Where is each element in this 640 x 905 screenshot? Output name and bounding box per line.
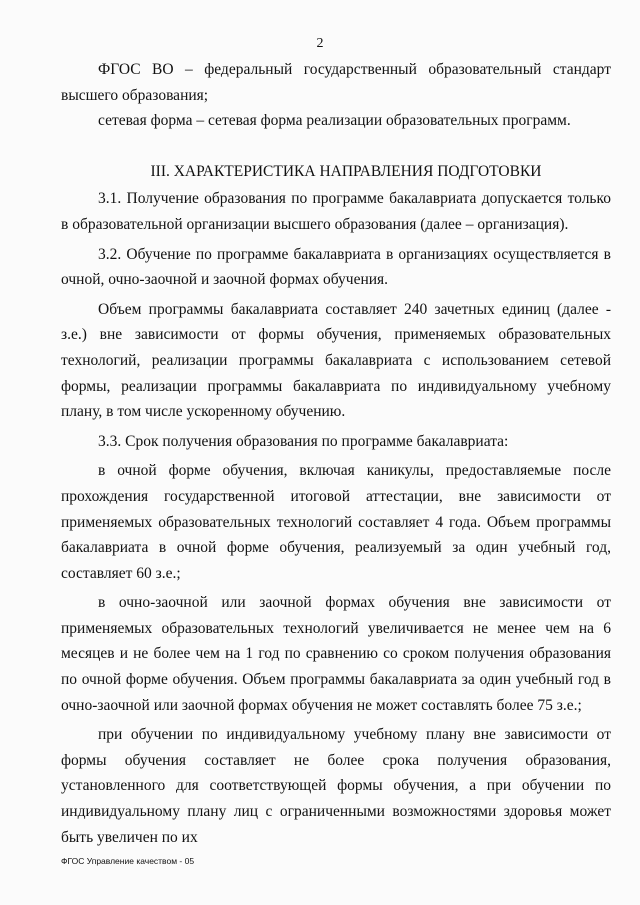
section-heading: III. ХАРАКТЕРИСТИКА НАПРАВЛЕНИЯ ПОДГОТОВКИ: [150, 162, 542, 180]
paragraph-part-time: в очно-заочной или заочной формах обучения вне зависимости от применяемых образовательных технологий увеличивается не менее чем на 6 месяцев и не более чем на 1 год по сравнению со сроком получения образования по очной форме обучения. Объем программы бакалавриата за один учебный год в очно-заочной или заочной формах обучения не может составлять более 75 з.е.;: [61, 594, 611, 714]
paragraph-full-time: в очной форме обучения, включая каникулы, предоставляемые после прохождения государственной итоговой аттестации, вне зависимости от применяемых образовательных технологий составляет 4 года. Объем программы бакалавриата в очной форме обучения, реализуемый за один учебный год, составляет 60 з.е.;: [61, 462, 611, 582]
paragraph-network-form-definition: сетевая форма – сетевая форма реализации образовательных программ.: [98, 112, 571, 130]
page-footer: ФГОС Управление качеством - 05: [61, 856, 195, 866]
paragraph-program-volume: Объем программы бакалавриата составляет 240 зачетных единиц (далее - з.е.) вне зависимости от формы обучения, применяемых образовательных технологий, реализации программы бакалавриата с использованием сетевой формы, реализации программы бакалавриата по индивидуальному учебному плану, в том числе ускоренному обучению.: [61, 300, 611, 421]
page-number: 2: [316, 36, 324, 51]
paragraph-individual-plan: при обучении по индивидуальному учебному плану вне зависимости от формы обучения составляет не более срока получения образования, установленного для соответствующей формы обучения, а при обучении по индивидуальному плану лиц с ограниченными возможностями здоровья может быть увеличен по их: [61, 726, 611, 846]
paragraph-3-2: 3.2. Обучение по программе бакалавриата в организациях осуществляется в очной, очно-заочной и заочной формах обучения.: [61, 245, 611, 289]
paragraph-fgos-definition: ФГОС ВО – федеральный государственный образовательный стандарт высшего образования;: [61, 61, 611, 104]
paragraph-3-3: 3.3. Срок получения образования по программе бакалавриата:: [98, 432, 509, 450]
document-body: [61, 57, 611, 850]
paragraph-3-1: 3.1. Получение образования по программе бакалавриата допускается только в образовательной организации высшего образования (далее – организация).: [61, 190, 611, 233]
